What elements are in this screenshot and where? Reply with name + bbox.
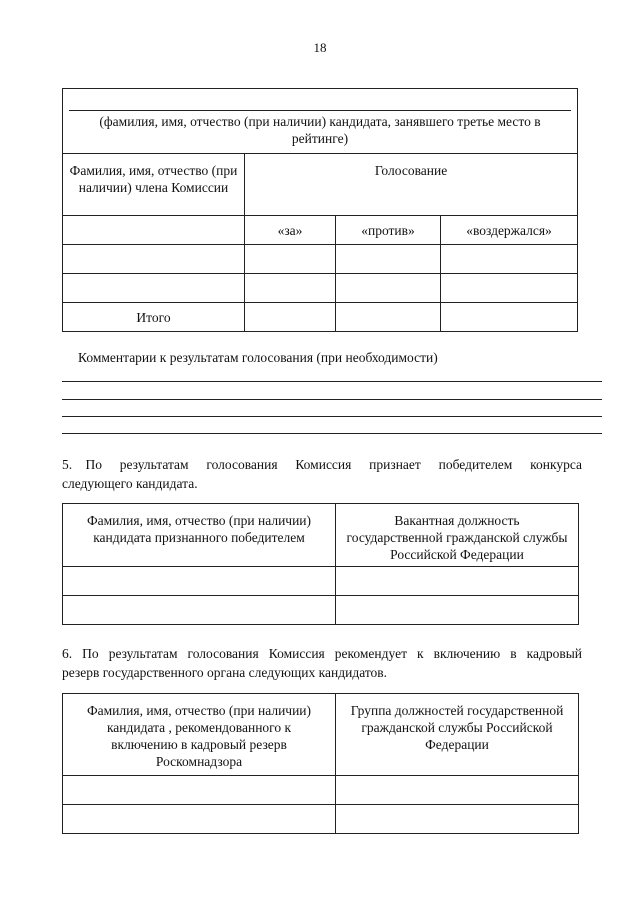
table-row bbox=[63, 805, 579, 834]
reserve-candidate-cell[interactable] bbox=[63, 805, 336, 834]
section-5-line-2: следующего кандидата. bbox=[62, 476, 198, 491]
vote-abstained-cell[interactable] bbox=[441, 245, 578, 274]
vote-against-header: «против» bbox=[336, 216, 441, 245]
winner-name-cell[interactable] bbox=[63, 567, 336, 596]
total-against-cell[interactable] bbox=[336, 303, 441, 332]
total-row bbox=[63, 303, 578, 332]
position-group-header: Группа должностей государственной гражданской службы Российской Федерации bbox=[336, 694, 579, 776]
vote-against-cell[interactable] bbox=[336, 245, 441, 274]
member-header: Фамилия, имя, отчество (при наличии) члена Комиссии bbox=[63, 154, 245, 216]
vote-for-cell[interactable] bbox=[245, 274, 336, 303]
section-5-paragraph bbox=[62, 455, 582, 493]
voting-header: Голосование bbox=[245, 154, 578, 216]
comment-line[interactable] bbox=[62, 399, 602, 400]
section-6-line-2: резерв государственного органа следующих кандидатов. bbox=[62, 665, 388, 680]
table-row bbox=[63, 596, 579, 625]
section-6-paragraph bbox=[62, 644, 582, 682]
vacant-position-header: Вакантная должность государственной гражданской службы Российской Федерации bbox=[336, 504, 579, 567]
table-row bbox=[63, 245, 578, 274]
table-row bbox=[63, 776, 579, 805]
section-6-line-1: 6. По результатам голосования Комиссия рекомендует к включению в кадровый bbox=[62, 646, 582, 661]
voting-table bbox=[62, 88, 578, 332]
comment-line[interactable] bbox=[62, 433, 602, 434]
total-abstained-cell[interactable] bbox=[441, 303, 578, 332]
reserve-candidate-header: Фамилия, имя, отчество (при наличии) кандидата , рекомендованного к включению в кадровый резерв Роскомнадзора bbox=[63, 694, 336, 776]
vote-for-header: «за» bbox=[245, 216, 336, 245]
comment-line[interactable] bbox=[62, 381, 602, 382]
vote-abstained-cell[interactable] bbox=[441, 274, 578, 303]
member-name-cell[interactable] bbox=[63, 245, 245, 274]
total-label: Итого bbox=[63, 303, 245, 332]
winner-table bbox=[62, 503, 579, 625]
total-for-cell[interactable] bbox=[245, 303, 336, 332]
member-name-cell[interactable] bbox=[63, 274, 245, 303]
comment-line[interactable] bbox=[62, 416, 602, 417]
section-5-line-1: 5. По результатам голосования Комиссия признает победителем конкурса bbox=[62, 457, 582, 472]
member-name-cell[interactable] bbox=[63, 216, 245, 245]
candidate-name-cell[interactable] bbox=[63, 89, 578, 154]
position-group-cell[interactable] bbox=[336, 805, 579, 834]
reserve-table bbox=[62, 693, 579, 834]
vote-against-cell[interactable] bbox=[336, 274, 441, 303]
table-row bbox=[63, 274, 578, 303]
page-number: 18 bbox=[313, 40, 327, 55]
winner-name-cell[interactable] bbox=[63, 596, 336, 625]
winner-name-header: Фамилия, имя, отчество (при наличии) кандидата признанного победителем bbox=[63, 504, 336, 567]
candidate-caption: (фамилия, имя, отчество (при наличии) кандидата, занявшего третье место в рейтинге) bbox=[99, 114, 541, 146]
candidate-name-line bbox=[69, 110, 571, 111]
vote-for-cell[interactable] bbox=[245, 245, 336, 274]
table-row bbox=[63, 567, 579, 596]
vacant-position-cell[interactable] bbox=[336, 596, 579, 625]
vote-abstained-header: «воздержался» bbox=[441, 216, 578, 245]
reserve-candidate-cell[interactable] bbox=[63, 776, 336, 805]
vacant-position-cell[interactable] bbox=[336, 567, 579, 596]
position-group-cell[interactable] bbox=[336, 776, 579, 805]
comments-label: Комментарии к результатам голосования (при необходимости) bbox=[78, 350, 438, 365]
